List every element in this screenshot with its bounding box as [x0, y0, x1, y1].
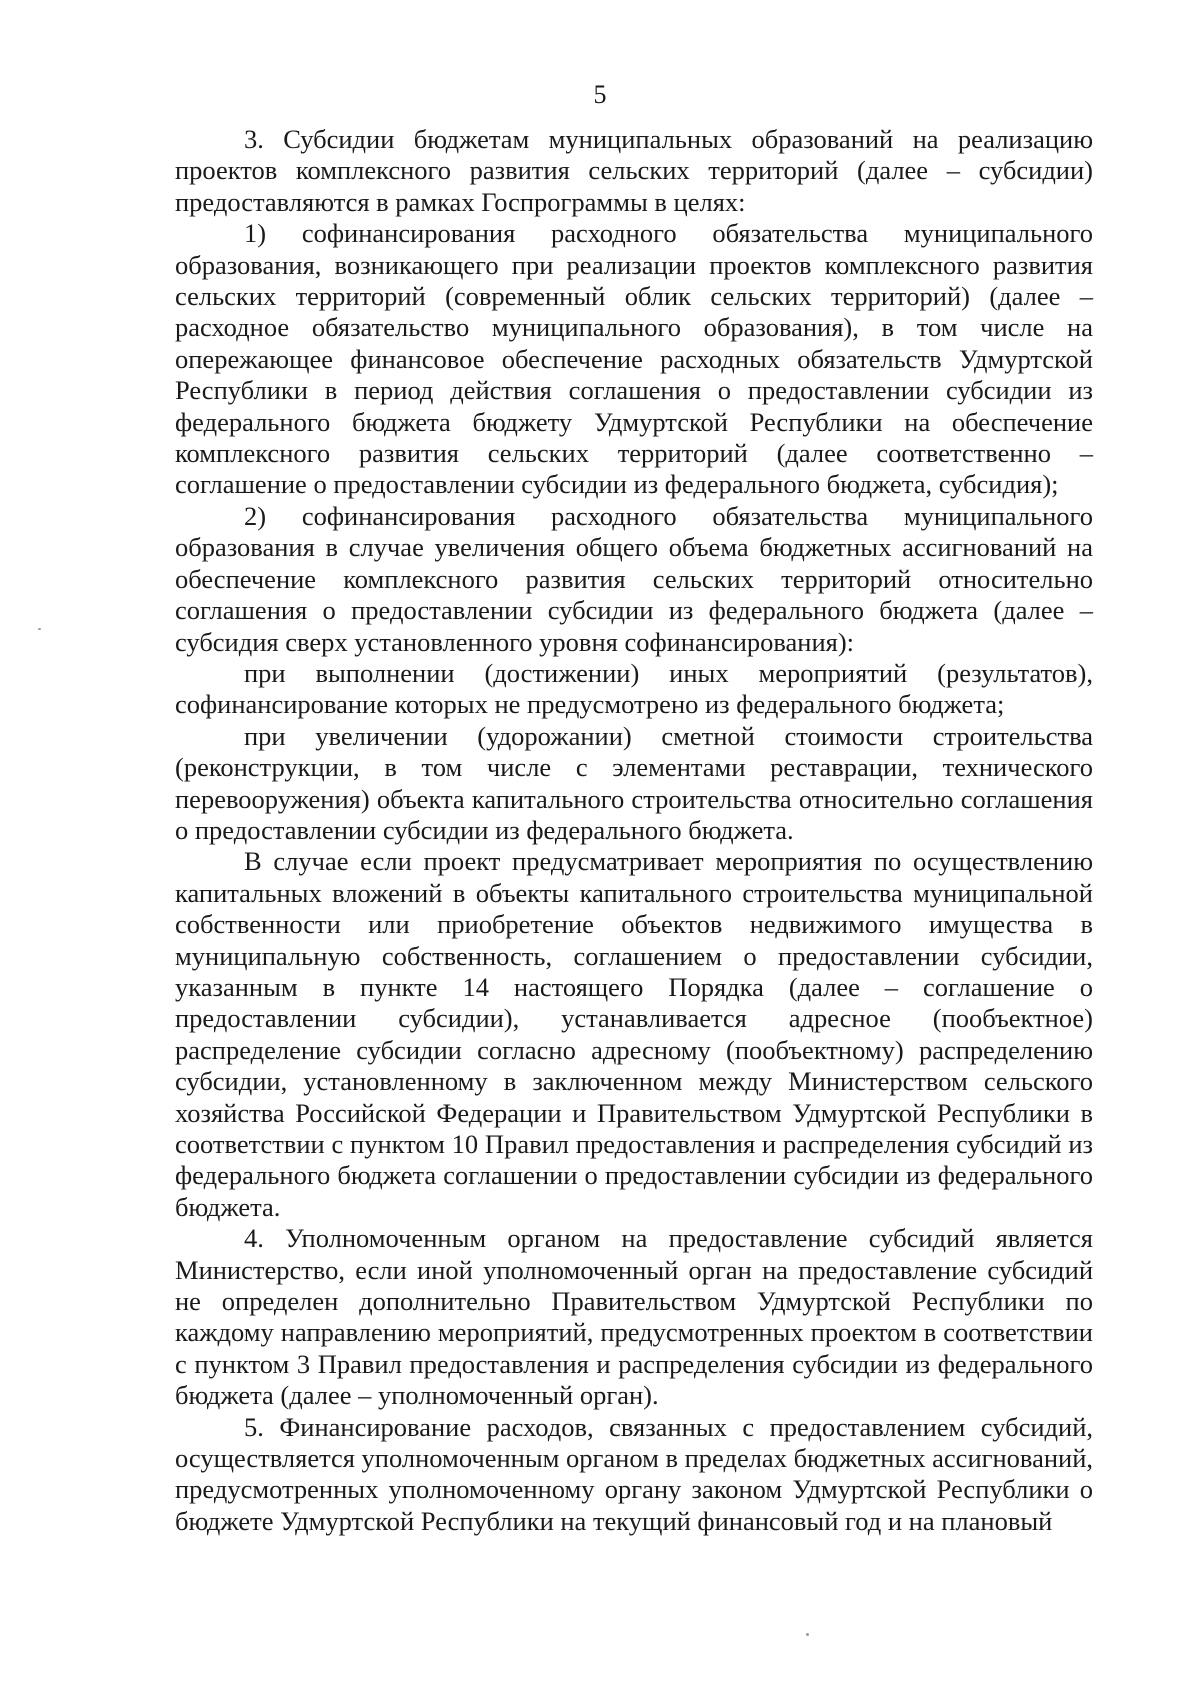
scan-speck — [806, 1633, 809, 1636]
paragraph-3-item-2-case-a: при выполнении (достижении) иных мероприятий (результатов), софинансирование которых не предусмотрено из федерального бюджета; — [175, 657, 1093, 720]
paragraph-3-item-2: 2) софинансирования расходного обязательства муниципального образования в случае увеличения общего объема бюджетных ассигнований на обеспечение комплексного развития сельских территорий относительно соглашения о предоставлении субсидии из федерального бюджета (далее – субсидия сверх установленного уровня софинансирования): — [175, 500, 1093, 657]
paragraph-3-subsidies: 3. Субсидии бюджетам муниципальных образований на реализацию проектов комплексного развития сельских территорий (далее – субсидии) предоставляются в рамках Госпрограммы в целях: — [175, 124, 1093, 217]
paragraph-3-capital-investments: В случае если проект предусматривает мероприятия по осуществлению капитальных вложений в объекты капитального строительства муниципальной собственности или приобретение объектов недвижимого имущества в муниципальную собственность, соглашением о предоставлении субсидии, указанным в пункте 14 настоящего Порядка (далее – соглашение о предоставлении субсидии), устанавливается адресное (пообъектное) распределение субсидии согласно адресному (пообъектному) распределению субсидии, установленному в заключенном между Министерством сельского хозяйства Российской Федерации и Правительством Удмуртской Республики в соответствии с пунктом 10 Правил предоставления и распределения субсидий из федерального бюджета соглашении о предоставлении субсидии из федерального бюджета. — [175, 846, 1093, 1222]
paragraph-3-item-1: 1) софинансирования расходного обязательства муниципального образования, возникающего при реализации проектов комплексного развития сельских территорий (современный облик сельских территорий) (далее – расходное обязательство муниципального образования), в том числе на опережающее финансовое обеспечение расходных обязательств Удмуртской Республики в период действия соглашения о предоставлении субсидии из федерального бюджета бюджету Удмуртской Республики на обеспечение комплексного развития сельских территорий (далее соответственно – соглашение о предоставлении субсидии из федерального бюджета, субсидия); — [175, 218, 1093, 500]
paragraph-3-item-2-case-b: при увеличении (удорожании) сметной стоимости строительства (реконструкции, в том числе с элементами реставрации, технического перевооружения) объекта капитального строительства относительно соглашения о предоставлении субсидии из федерального бюджета. — [175, 720, 1093, 845]
document-body — [175, 124, 1093, 1537]
paragraph-4-authorized-body: 4. Уполномоченным органом на предоставление субсидий является Министерство, если иной уполномоченный орган на предоставление субсидий не определен дополнительно Правительством Удмуртской Республики по каждому направлению мероприятий, предусмотренных проектом в соответствии с пунктом 3 Правил предоставления и распределения субсидии из федерального бюджета (далее – уполномоченный орган). — [175, 1223, 1093, 1411]
scan-speck — [38, 628, 41, 630]
paragraph-5-financing: 5. Финансирование расходов, связанных с предоставлением субсидий, осуществляется уполномоченным органом в пределах бюджетных ассигнований, предусмотренных уполномоченному органу законом Удмуртской Республики о бюджете Удмуртской Республики на текущий финансовый год и на плановый — [175, 1411, 1094, 1536]
page-number: 5 — [593, 80, 607, 109]
